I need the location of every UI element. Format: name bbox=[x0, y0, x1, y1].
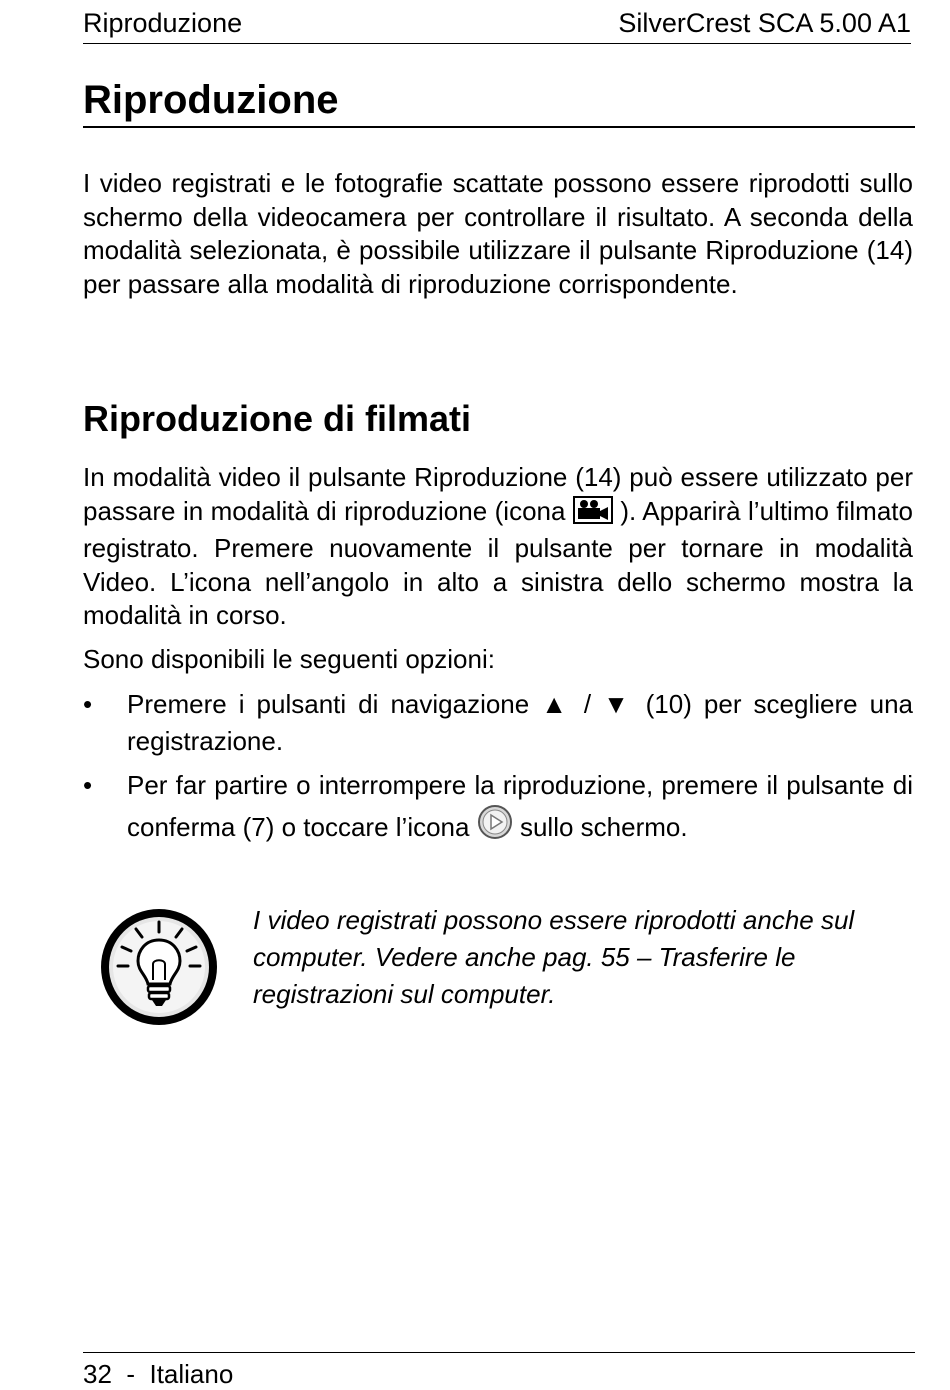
section-paragraph bbox=[83, 461, 913, 633]
bullet-text-1: Per far partire o interrompere la riproduzione, premere il pulsante di conferma (7) o toccare l’icona bbox=[127, 770, 913, 842]
tip-text: I video registrati possono essere riprodotti anche sul computer. Vedere anche pag. 55 – Trasferire le registrazioni sul computer. bbox=[253, 905, 855, 1009]
page-header bbox=[83, 6, 911, 44]
options-list bbox=[83, 686, 913, 857]
options-intro: Sono disponibili le seguenti opzioni: bbox=[83, 644, 495, 674]
list-item bbox=[83, 767, 913, 850]
header-product: SilverCrest SCA 5.00 A1 bbox=[618, 8, 911, 38]
bullet-text-2: sullo schermo. bbox=[519, 812, 688, 842]
bullet-icon: • bbox=[83, 770, 93, 800]
page-title: Riproduzione bbox=[83, 74, 915, 128]
bullet-text: Premere i pulsanti di navigazione ▲ / ▼ (10) per scegliere una registrazione. bbox=[127, 689, 913, 756]
section-text-1: In modalità video il pulsante Riproduzione (14) può essere utilizzato per passare in modalità di riproduzione (icona bbox=[83, 462, 913, 526]
lightbulb-icon bbox=[96, 904, 222, 1030]
intro-paragraph: I video registrati e le fotografie scattate possono essere riprodotti sullo schermo della videocamera per controllare il risultato. A seconda della modalità selezionata, è possibile utilizzare il pulsante Riproduzione (14) per passare alla modalità di riproduzione corrispondente. bbox=[83, 168, 913, 299]
page-footer bbox=[83, 1352, 915, 1390]
section-text-2: ). Apparirà l’ultimo filmato registrato. Premere nuovamente il pulsante per tornare in modalità Video. L’icona nell’angolo in alto a sinistra dello schermo mostra la modalità in corso. bbox=[83, 495, 913, 630]
page-number: 32 - Italiano bbox=[83, 1359, 234, 1389]
list-item bbox=[83, 686, 913, 760]
play-icon bbox=[477, 804, 513, 850]
bullet-icon: • bbox=[83, 689, 93, 719]
video-playback-icon bbox=[573, 496, 613, 533]
header-section: Riproduzione bbox=[83, 8, 243, 38]
section-title: Riproduzione di filmati bbox=[83, 398, 471, 439]
